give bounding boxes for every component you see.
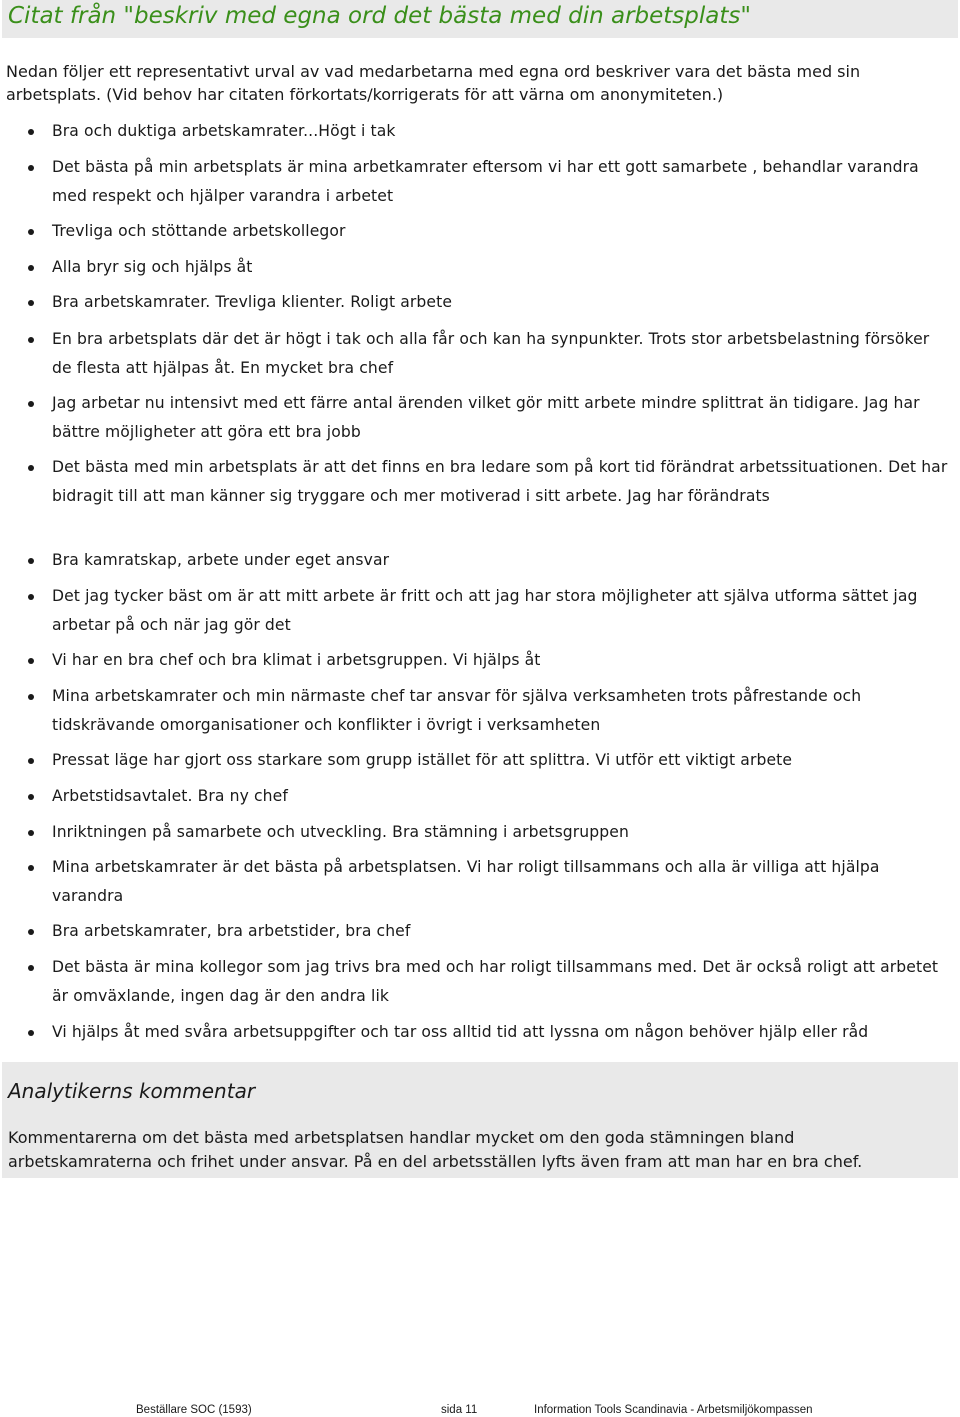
bullet-icon bbox=[28, 558, 34, 564]
quote-text: Det bästa med min arbetsplats är att det finns en bra ledare som på kort tid förändrat arbetssituationen. Det har bidragit till att man känner sig tryggare och mer motiverad i sitt arbete. Jag har förändrats bbox=[52, 458, 948, 505]
quote-text: Bra arbetskamrater. Trevliga klienter. Roligt arbete bbox=[52, 293, 453, 311]
quote-item bbox=[52, 546, 954, 575]
bullet-icon bbox=[28, 165, 34, 171]
bullet-icon bbox=[28, 758, 34, 764]
page-title: Citat från "beskriv med egna ord det bästa med din arbetsplats" bbox=[8, 3, 751, 29]
bullet-icon bbox=[28, 401, 34, 407]
quote-item bbox=[52, 746, 954, 775]
quote-text: Det jag tycker bäst om är att mitt arbete är fritt och att jag har stora möjligheter att själva utforma sättet jag arbetar på och när jag gör det bbox=[52, 587, 918, 634]
quote-item bbox=[52, 917, 954, 946]
quote-text: Alla bryr sig och hjälps åt bbox=[52, 258, 253, 276]
quote-item bbox=[52, 853, 954, 910]
quote-item bbox=[52, 953, 954, 1010]
quote-item bbox=[52, 253, 954, 282]
quote-item bbox=[52, 682, 954, 739]
analyst-heading: Analytikerns kommentar bbox=[8, 1079, 256, 1103]
quote-item bbox=[52, 818, 954, 847]
quote-item bbox=[52, 288, 954, 317]
footer-company: Information Tools Scandinavia - Arbetsmiljökompassen bbox=[534, 1404, 813, 1416]
quote-item bbox=[52, 217, 954, 246]
quote-text: Jag arbetar nu intensivt med ett färre antal ärenden vilket gör mitt arbete mindre splittrat än tidigare. Jag har bättre möjligheter att göra ett bra jobb bbox=[52, 394, 920, 441]
bullet-icon bbox=[28, 965, 34, 971]
quote-text: Det bästa på min arbetsplats är mina arbetkamrater eftersom vi har ett gott samarbete , behandlar varandra med respekt och hjälper varandra i arbetet bbox=[52, 158, 919, 205]
quote-text: Det bästa är mina kollegor som jag trivs bra med och har roligt tillsammans med. Det är också roligt att arbetet är omväxlande, ingen dag är den andra lik bbox=[52, 958, 939, 1005]
quote-text: Bra arbetskamrater, bra arbetstider, bra chef bbox=[52, 922, 411, 940]
bullet-icon bbox=[28, 830, 34, 836]
quote-text: Bra kamratskap, arbete under eget ansvar bbox=[52, 551, 390, 569]
quote-text: Mina arbetskamrater och min närmaste chef tar ansvar för själva verksamheten trots påfrestande och tidskrävande omorganisationer och konflikter i övrigt i verksamheten bbox=[52, 687, 862, 734]
quote-text: Inriktningen på samarbete och utveckling. Bra stämning i arbetsgruppen bbox=[52, 823, 629, 841]
quote-item bbox=[52, 646, 954, 675]
bullet-icon bbox=[28, 300, 34, 306]
quote-item bbox=[52, 389, 954, 446]
intro-text: Nedan följer ett representativt urval av vad medarbetarna med egna ord beskriver vara det bästa med sin arbetsplats. (Vid behov har citaten förkortats/korrigerats för att värna om anonymiteten.) bbox=[6, 62, 861, 104]
bullet-icon bbox=[28, 1030, 34, 1036]
bullet-icon bbox=[28, 929, 34, 935]
bullet-icon bbox=[28, 229, 34, 235]
quote-item bbox=[52, 782, 954, 811]
analyst-text: Kommentarerna om det bästa med arbetsplatsen handlar mycket om den goda stämningen bland arbetskamraterna och frihet under ansvar. På en del arbetsställen lyfts även fram att man har en bra chef. bbox=[8, 1128, 863, 1171]
bullet-icon bbox=[28, 465, 34, 471]
bullet-icon bbox=[28, 794, 34, 800]
bullet-icon bbox=[28, 594, 34, 600]
quote-text: Trevliga och stöttande arbetskollegor bbox=[52, 222, 346, 240]
footer-page-number: sida 11 bbox=[441, 1404, 478, 1416]
bullet-icon bbox=[28, 129, 34, 135]
quote-item bbox=[52, 153, 954, 210]
quote-text: Mina arbetskamrater är det bästa på arbetsplatsen. Vi har roligt tillsammans och alla är villiga att hjälpa varandra bbox=[52, 858, 880, 905]
quote-text: Vi har en bra chef och bra klimat i arbetsgruppen. Vi hjälps åt bbox=[52, 651, 541, 669]
quote-text: En bra arbetsplats där det är högt i tak och alla får och kan ha synpunkter. Trots stor arbetsbelastning försöker de flesta att hjälpas åt. En mycket bra chef bbox=[52, 330, 930, 377]
bullet-icon bbox=[28, 865, 34, 871]
quote-item bbox=[52, 582, 954, 639]
analyst-comment-panel bbox=[2, 1062, 958, 1178]
bullet-icon bbox=[28, 658, 34, 664]
footer-client: Beställare SOC (1593) bbox=[136, 1404, 252, 1416]
quote-item bbox=[52, 117, 954, 146]
quote-item bbox=[52, 325, 954, 382]
quote-text: Pressat läge har gjort oss starkare som grupp istället för att splittra. Vi utför ett viktigt arbete bbox=[52, 751, 793, 769]
bullet-icon bbox=[28, 337, 34, 343]
quote-text: Bra och duktiga arbetskamrater...Högt i tak bbox=[52, 122, 396, 140]
title-bar bbox=[2, 0, 958, 38]
quote-item bbox=[52, 453, 954, 510]
quote-text: Vi hjälps åt med svåra arbetsuppgifter och tar oss alltid tid att lyssna om någon behöver hjälp eller råd bbox=[52, 1023, 869, 1041]
quote-text: Arbetstidsavtalet. Bra ny chef bbox=[52, 787, 288, 805]
bullet-icon bbox=[28, 694, 34, 700]
quote-item bbox=[52, 1018, 954, 1047]
bullet-icon bbox=[28, 265, 34, 271]
